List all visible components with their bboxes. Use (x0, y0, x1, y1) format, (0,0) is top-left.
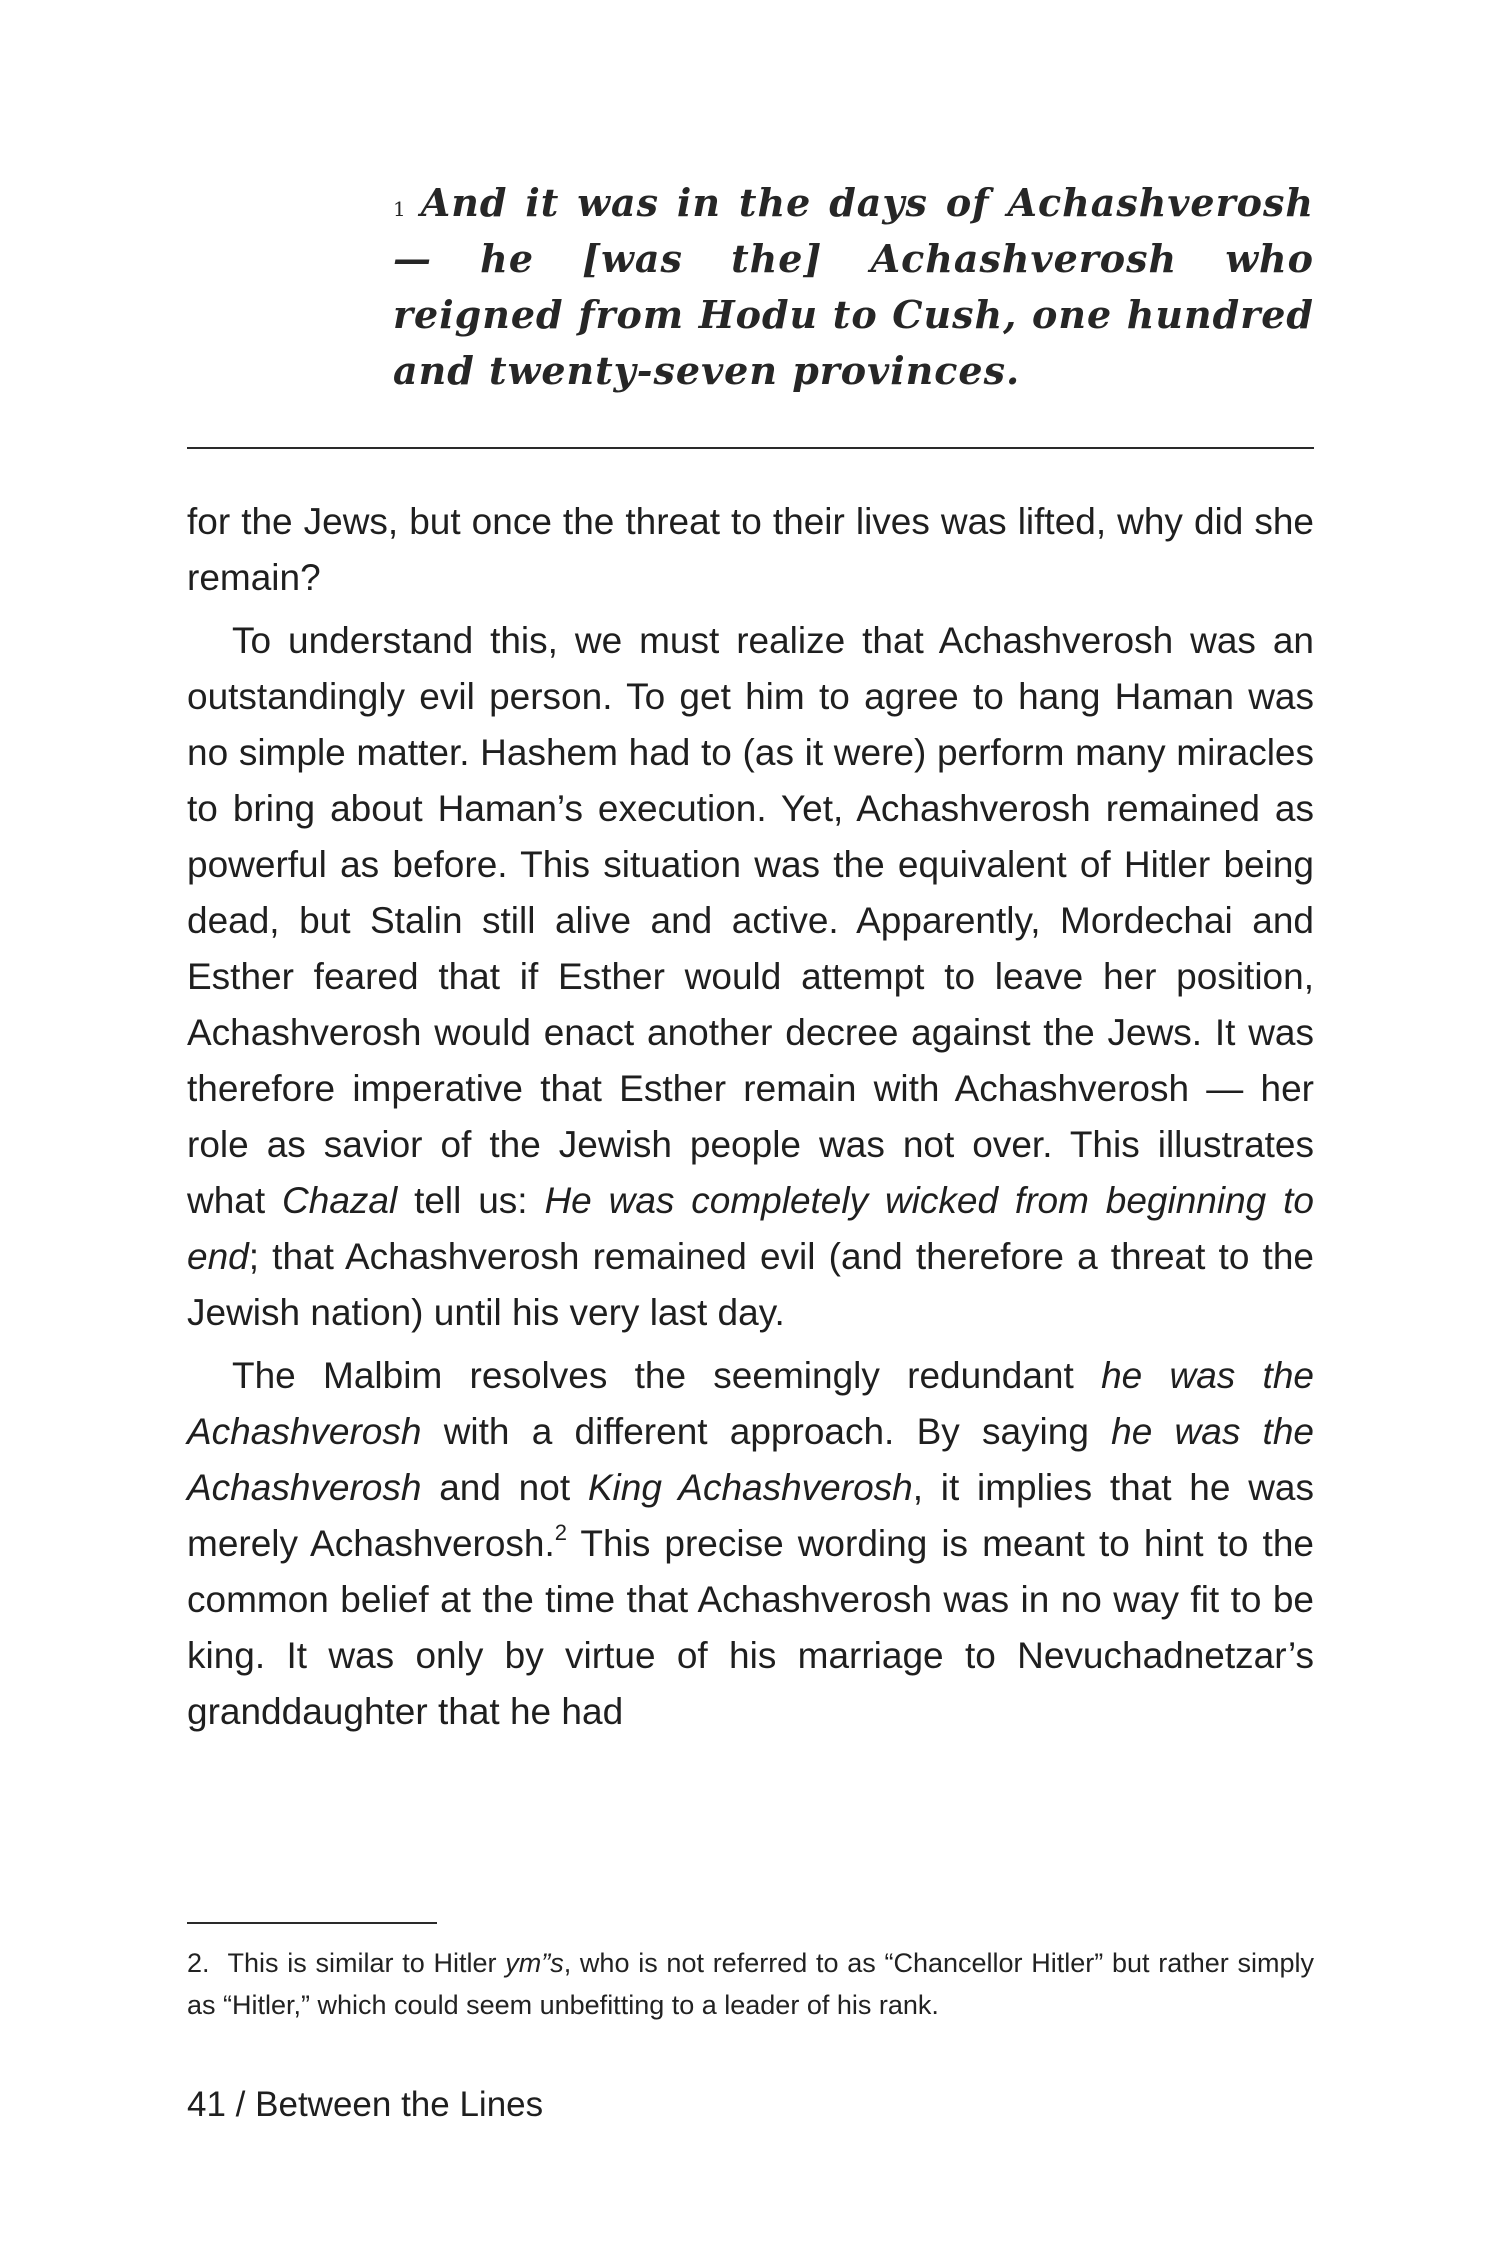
verse-text: And it was in the days of Achashverosh — he [was the] Achashverosh who reigned from Hodu to Cush, one hundred and twenty-seven provinces. (393, 180, 1314, 393)
paragraph-3-text-e: This precise wording is meant to hint to the common belief at the time that Achashverosh was in no way fit to be king. It was only by virtue of his marriage to Nevuchadnetzar’s granddaughter that he had (187, 1523, 1314, 1732)
verse-block (393, 175, 1314, 399)
footnote-reference[interactable]: 2 (554, 1519, 568, 1545)
paragraph-3-text-b: with a different approach. By saying (421, 1411, 1112, 1452)
folio-separator: / (235, 2085, 246, 2124)
paragraph-2 (187, 613, 1314, 1341)
page-footer (187, 2083, 543, 2127)
footnote-abbrev: ym”s (505, 1948, 564, 1978)
footnote-separator-rule (187, 1922, 437, 1924)
footnote-number: 2. (187, 1948, 210, 1978)
paragraph-3-text-c: and not (421, 1467, 588, 1508)
paragraph-2-text-a: To understand this, we must realize that Achashverosh was an outstandingly evil person. To get him to agree to hang Haman was no simple matter. Hashem had to (as it were) perform many miracles to bring about Haman’s execution. Yet, Achashverosh remained as powerful as before. This situation was the equivalent of Hitler being dead, but Stalin still alive and active. Apparently, Mordechai and Esther feared that if Esther would attempt to leave her position, Achashverosh would enact another decree against the Jews. It was therefore imperative that Esther remain with Achashverosh — her role as savior of the Jewish people was not over. This illustrates what (187, 620, 1314, 1221)
paragraph-3-text-d: , it implies that he was merely Achashverosh. (187, 1467, 1314, 1564)
book-title: Between the Lines (255, 2085, 544, 2124)
footnote-text-b: , who is not referred to as “Chancellor Hitler” but rather simply as “Hitler,” which could seem unbefitting to a leader of his rank. (187, 1948, 1315, 2020)
quote-completely-wicked: He was completely wicked from beginning to end (187, 1180, 1314, 1277)
verse-divider-rule (187, 447, 1314, 449)
paragraph-2-text-b: tell us: (397, 1180, 545, 1221)
phrase-he-was-the-2: he was the Achashverosh (187, 1411, 1314, 1508)
paragraph-3-text-a: The Malbim resolves the seemingly redundant (232, 1355, 1102, 1396)
body-text (187, 494, 1314, 1740)
phrase-king-achashverosh: King Achashverosh (587, 1467, 913, 1508)
footnote (187, 1942, 1314, 2026)
paragraph-2-text-c: ; that Achashverosh remained evil (and therefore a threat to the Jewish nation) until his very last day. (187, 1236, 1314, 1333)
term-chazal: Chazal (282, 1180, 398, 1221)
verse-number: 1 (393, 197, 407, 221)
phrase-he-was-the-1: he was the Achashverosh (187, 1355, 1314, 1452)
footnote-text-a: This is similar to Hitler (227, 1948, 506, 1978)
paragraph-continuation: for the Jews, but once the threat to their lives was lifted, why did she remain? (187, 501, 1314, 598)
page-number: 41 (187, 2085, 226, 2124)
paragraph-3 (187, 1348, 1314, 1740)
